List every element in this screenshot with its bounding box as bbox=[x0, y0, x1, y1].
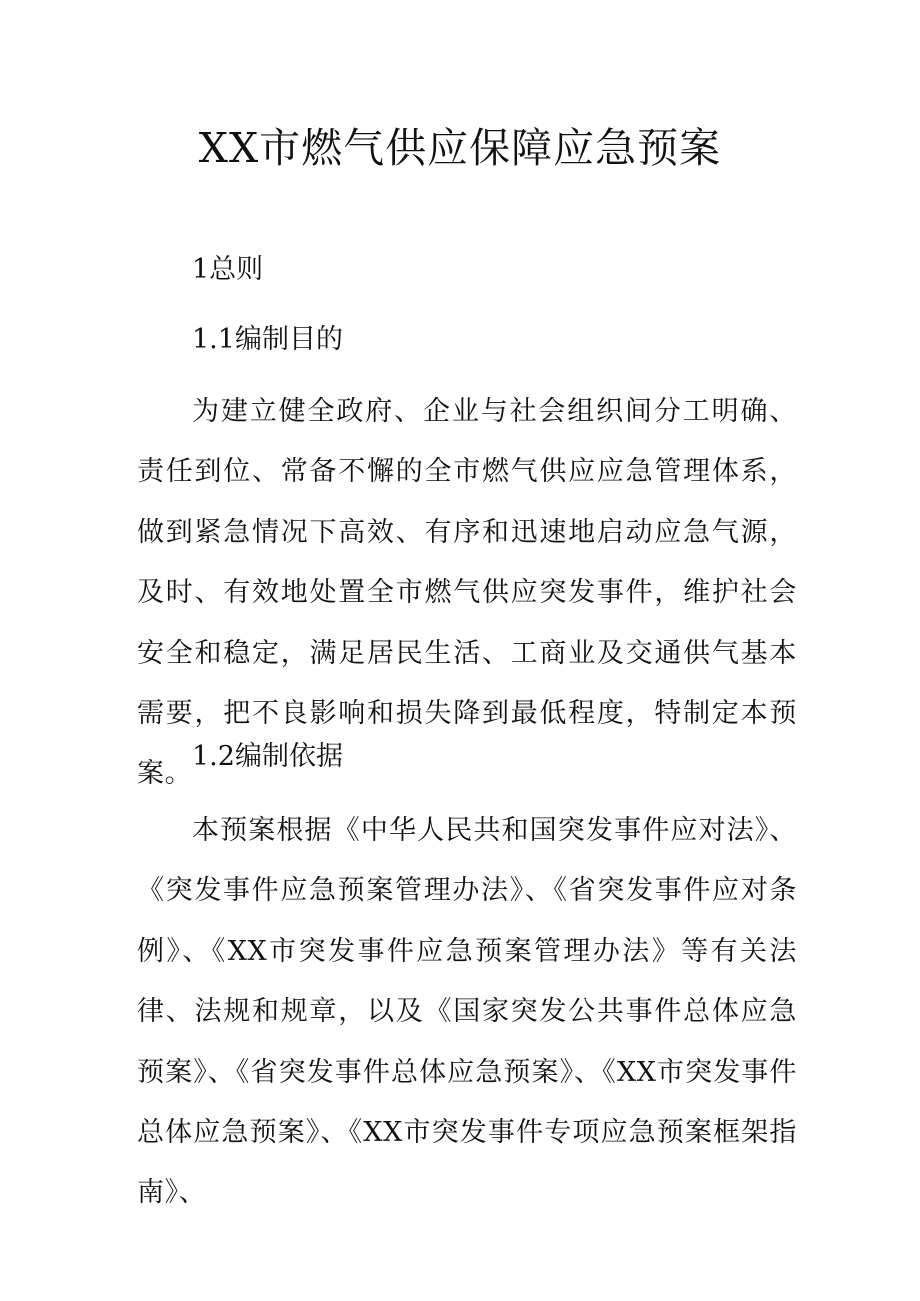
document-title: XX市燃气供应保障应急预案 bbox=[198, 124, 722, 172]
section-1-heading: 1总则 bbox=[192, 254, 264, 285]
section-1-2-heading: 1.2编制依据 bbox=[192, 741, 343, 772]
section-1-1-heading: 1.1编制目的 bbox=[192, 324, 343, 355]
section-1-1-paragraph: 为建立健全政府、企业与社会组织间分工明确、责任到位、常备不懈的全市燃气供应应急管理体系，做到紧急情况下高效、有序和迅速地启动应急气源，及时、有效地处置全市燃气供应突发事件，维护社会安全和稳定，满足居民生活、工商业及交通供气基本需要，把不良影响和损失降到最低程度，特制定本预案。 bbox=[137, 396, 797, 790]
section-1-2-paragraph: 本预案根据《中华人民共和国突发事件应对法》、《突发事件应急预案管理办法》、《省突发事件应对条例》、《XX市突发事件应急预案管理办法》等有关法律、法规和规章，以及《国家突发公共事件总体应急预案》、《省突发事件总体应急预案》、《XX市突发事件总体应急预案》、《XX市突发事件专项应急预案框架指南》、 bbox=[137, 815, 797, 1209]
